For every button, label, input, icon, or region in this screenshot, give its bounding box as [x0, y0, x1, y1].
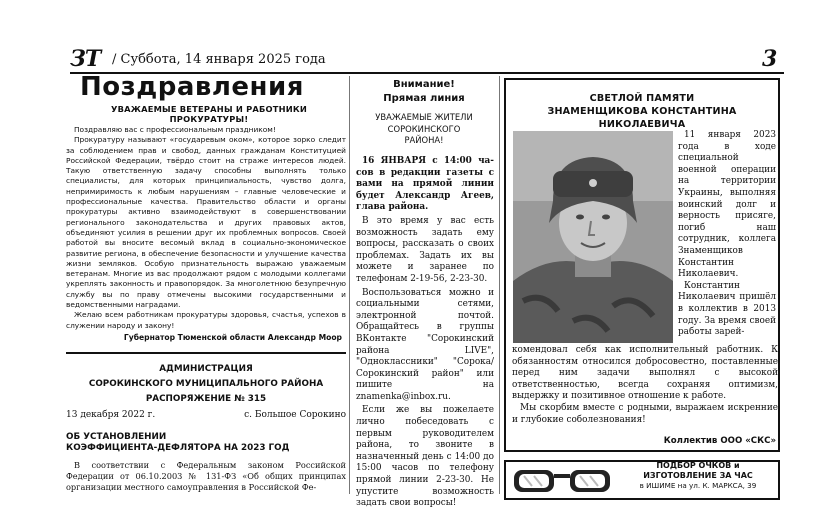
hotline-body [356, 156, 494, 512]
memorial-heading-line: НИКОЛАЕВИЧА [598, 119, 686, 130]
hotline-sub-line: РАЙОНА! [404, 135, 444, 145]
memorial-paragraph: 11 января 2023 года в ходе специальной военной операции на территории Украины, выполняя воинский долг и верность присяге, погиб наш сотрудник, коллега Знаменщиков Константин Николаевич. [678, 130, 776, 280]
memorial-heading-line: СВЕТЛОЙ ПАМЯТИ [589, 93, 695, 104]
ad-headline-line: ИЗГОТОВЛЕНИЕ ЗА ЧАС [643, 471, 753, 480]
memorial-signature: Коллектив ООО «СКС» [663, 436, 776, 446]
optics-ad-address: в ИШИМЕ на ул. К. МАРКСА, 39 [639, 481, 757, 490]
memorial-bottom-text [512, 345, 778, 426]
order-date: 13 декабря 2022 г. [66, 410, 156, 420]
administration-line: СОРОКИНСКОГО МУНИЦИПАЛЬНОГО РАЙОНА [88, 379, 324, 389]
column-divider-rule [66, 352, 346, 354]
hotline-lead-bold: 16 ЯНВАРЯ с 14:00 ча- [362, 156, 494, 166]
memorial-heading-line: ЗНАМЕНЩИКОВА КОНСТАНТИНА [547, 106, 737, 117]
memorial-paragraph: Константин Николаевич пришёл в коллектив в 2013 году. За время своей работы зарей- [678, 280, 776, 338]
hotline-heading-line: Внимание! [393, 79, 455, 90]
greeting-signature: Губернатор Тюменской области Александр Моор [123, 333, 342, 342]
memorial-heading [506, 92, 778, 131]
issue-dateline: / Суббота, 14 января 2025 года [112, 52, 326, 67]
order-place: с. Большое Сорокино [244, 410, 346, 420]
hotline-paragraph: В это время у вас есть возможность задать ему вопросы, рассказать о своих проблемах. Задать их вы можете и заранее по телефонам 2-19-56, 2-23-30. [356, 215, 494, 284]
greeting-body [66, 125, 346, 331]
memorial-paragraph: комендовал себя как исполнительный работник. К обязанностям относился добросовестно, поставленные перед ним задачи выполнял с высокой ответственностью, всегда сохраняя оптимизм, выдержку и позитивное отношение к работе. [512, 345, 778, 402]
greeting-paragraph: Прокуратуру называют «государевым оком», которое зорко следит за соблюдением прав и свобод, данных гражданам Конституцией Российской Федерации, твёрдо стоит на страже интересов людей. Такую ответственную задачу способны выполнять только специалисты, для которых принципиальность, чувство долга, непримиримость к любым нарушениям – главные человеческие и профессиональные качества. Правительство области и органы прокуратуры активно взаимодействуют в совершенствовании регионального законодательства и других правовых актов, объединяют усилия в решении друг их проблемных вопросов. Своей работой вы вносите весомый вклад в социально-экономическое развитие региона, в обеспечение безопасности и улучшение качества жизни земляков. Особую признательность выражаю уважаемым ветеранам. Многие из вас продолжают рядом с молодыми коллегами укреплять законность и правопорядок. За многолетнюю безупречную службу вы по праву отмечены высокими государственными и ведомственными наградами. [66, 135, 346, 310]
administration-heading [66, 362, 346, 407]
hotline-heading [352, 78, 496, 106]
hotline-paragraph: Воспользоваться можно и социальными сетями, электронной почтой. Обращайтесь в группы ВКонтакте "Сорокинский района LIVE", "Одноклассники" "Сорока/Сорокинский район" или пишите на znamenka@inbox.ru. [356, 287, 494, 402]
greeting-paragraph: Поздравляю вас с профессиональным праздником! [74, 125, 276, 134]
administration-line: АДМИНИСТРАЦИЯ [159, 364, 253, 374]
optics-ad-headline [618, 461, 778, 481]
column-separator [349, 76, 350, 494]
hotline-sub-line: УВАЖАЕМЫЕ ЖИТЕЛИ [375, 112, 473, 122]
ad-headline-line: ПОДБОР ОЧКОВ и [656, 461, 740, 470]
hotline-heading-line: Прямая линия [383, 93, 465, 104]
eyeglasses-icon [510, 462, 616, 494]
newspaper-logo: ЗТ [70, 46, 101, 72]
hotline-lead-rest: сов в редакции газеты с вами на прямой линии будет Александр Агеев, глава района. [356, 167, 494, 213]
order-body [66, 460, 346, 493]
order-paragraph: В соответствии с Федеральным законом Российской Федерации от 06.10.2003 № 131-ФЗ «Об общих принципах организации местного самоуправления в Российской Фе- [66, 460, 346, 492]
column-separator [499, 76, 500, 494]
order-title-line: КОЭФФИЦИЕНТА-ДЕФЛЯТОРА НА 2023 ГОД [66, 443, 290, 453]
greeting-heading: УВАЖАЕМЫЕ ВЕТЕРАНЫ И РАБОТНИКИ ПРОКУРАТУРЫ! [110, 104, 308, 124]
portrait-illustration [513, 131, 673, 343]
administration-line: РАСПОРЯЖЕНИЕ № 315 [145, 394, 267, 404]
hotline-paragraph: Если же вы пожелаете лично побеседовать с первым руководителем района, то звоните в назначенный день с 14:00 до 15:00 часов по телефону прямой линии 2-23-30. Не упустите возможность задать свои вопросы! [356, 405, 494, 509]
hotline-lead [356, 156, 494, 214]
memorial-paragraph: Мы скорбим вместе с родными, выражаем искренние и глубокие соболезнования! [512, 402, 778, 425]
hotline-sub-line: СОРОКИНСКОГО [387, 123, 461, 134]
section-title: Поздравления [80, 72, 304, 102]
greeting-paragraph: Желаю всем работникам прокуратуры здоровья, счастья, успехов в служении народу и закону! [66, 310, 346, 330]
page-number: 3 [762, 46, 778, 72]
memorial-portrait-photo [513, 131, 673, 343]
hotline-subheading [352, 112, 496, 147]
order-title-line: ОБ УСТАНОВЛЕНИИ [66, 432, 167, 442]
memorial-side-text [678, 130, 776, 339]
order-title [66, 432, 289, 454]
